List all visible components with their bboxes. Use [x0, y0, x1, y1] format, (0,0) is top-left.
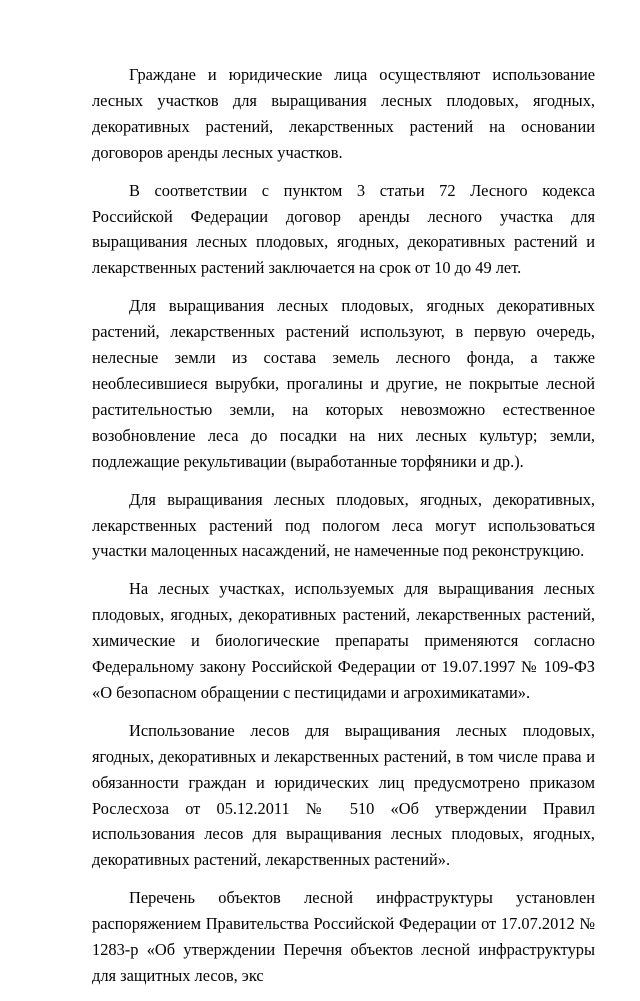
- paragraph-7: Перечень объектов лесной инфраструктуры установлен распоряжением Правительства Российской Федерации от 17.07.2012 № 1283-р «Об утверждении Перечня объектов лесной инфраструктуры для защитных лесов, экс: [92, 888, 595, 985]
- paragraph-5: На лесных участках, используемых для выращивания лесных плодовых, ягодных, декоративных растений, лекарственных растений, химические и биологические препараты применяются согласно Федеральному закону Российской Федерации от 19.07.1997 № 109-ФЗ «О безопасном обращении с пестицидами и агрохимикатами».: [92, 579, 595, 702]
- paragraph-2: В соответствии с пунктом 3 статьи 72 Лесного кодекса Российской Федерации договор аренды лесного участка для выращивания лесных плодовых, ягодных, декоративных растений и лекарственных растений заключается на срок от 10 до 49 лет.: [92, 180, 595, 278]
- document-body: [92, 62, 595, 1001]
- paragraph-6: Использование лесов для выращивания лесных плодовых, ягодных, декоративных и лекарственных растений, в том числе права и обязанности граждан и юридических лиц предусмотрено приказом Рослесхоза от 05.12.2011 № 510 «Об утверждении Правил использования лесов для выращивания лесных плодовых, ягодных, декоративных растений, лекарственных растений».: [92, 720, 595, 870]
- paragraph-3: Для выращивания лесных плодовых, ягодных декоративных растений, лекарственных растений используют, в первую очередь, нелесные земли из состава земель лесного фонда, а также необлесившиеся вырубки, прогалины и другие, не покрытые лесной растительностью земли, на которых невозможно естественное возобновление леса до посадки на них лесных культур; земли, подлежащие рекультивации (выработанные торфяники и др.).: [92, 296, 595, 471]
- paragraph-4: Для выращивания лесных плодовых, ягодных, декоративных, лекарственных растений под пологом леса могут использоваться участки малоценных насаждений, не намеченные под реконструкцию.: [92, 489, 595, 561]
- paragraph-1: Граждане и юридические лица осуществляют использование лесных участков для выращивания лесных плодовых, ягодных, декоративных растений, лекарственных растений на основании договоров аренды лесных участков.: [92, 65, 595, 162]
